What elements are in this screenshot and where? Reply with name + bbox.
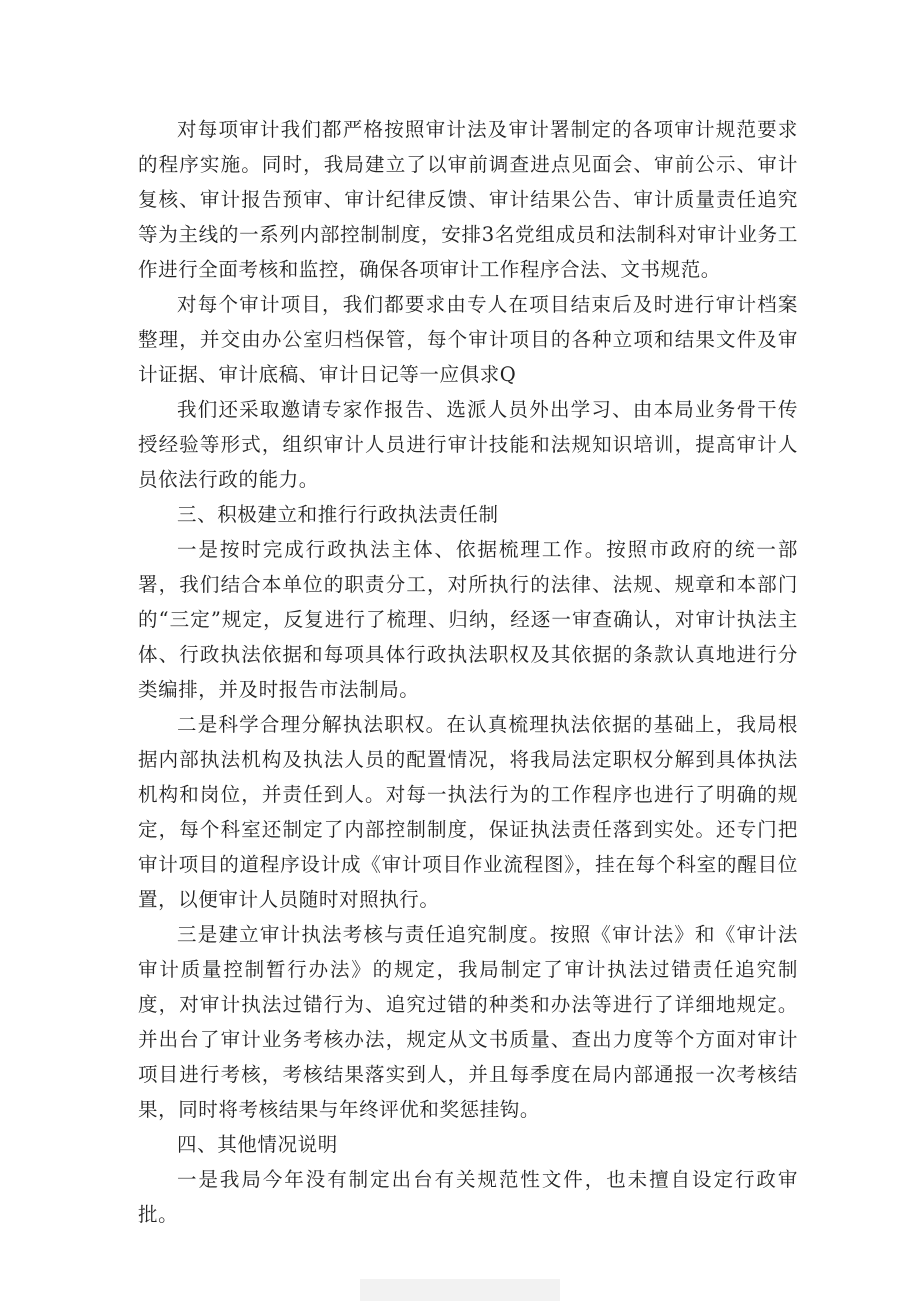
paragraph-enforcement-authority: 二是科学合理分解执法职权。在认真梳理执法依据的基础上，我局根据内部执法机构及执法人员的配置情况，将我局法定职权分解到具体执法机构和岗位，并责任到人。对每一执法行为的工作程序也进行了明确的规定，每个科室还制定了内部控制制度，保证执法责任落到实处。还专门把审计项目的道程序设计成《审计项目作业流程图》，挂在每个科室的醒目位置，以便审计人员随时对照执行。 bbox=[138, 713, 798, 911]
section-heading-4: 四、其他情况说明 bbox=[177, 1133, 338, 1156]
paragraph-audit-archives: 对每个审计项目，我们都要求由专人在项目结束后及时进行审计档案整理，并交由办公室归档保管，每个审计项目的各种立项和结果文件及审计证据、审计底稿、审计日记等一应俱求Q bbox=[138, 293, 798, 386]
paragraph-other-notes: 一是我局今年没有制定出台有关规范性文件，也未擅自设定行政审批。 bbox=[138, 1168, 798, 1226]
paragraph-training: 我们还采取邀请专家作报告、选派人员外出学习、由本局业务骨干传授经验等形式，组织审计人员进行审计技能和法规知识培训，提高审计人员依法行政的能力。 bbox=[138, 398, 798, 491]
paragraph-accountability: 三是建立审计执法考核与责任追究制度。按照《审计法》和《审计法审计质量控制暂行办法》的规定，我局制定了审计执法过错责任追究制度，对审计执法过错行为、追究过错的种类和办法等进行了详细地规定。并出台了审计业务考核办法，规定从文书质量、查出力度等个方面对审计项目进行考核，考核结果落实到人，并且每季度在局内部通报一次考核结果，同时将考核结果与年终评优和奖惩挂钩。 bbox=[138, 923, 798, 1121]
section-heading-3: 三、积极建立和推行行政执法责任制 bbox=[177, 503, 499, 526]
footer-band bbox=[360, 1279, 560, 1301]
paragraph-audit-procedures: 对每项审计我们都严格按照审计法及审计署制定的各项审计规范要求的程序实施。同时，我局建立了以审前调查进点见面会、审前公示、审计复核、审计报告预审、审计纪律反馈、审计结果公告、审计质量责任追究等为主线的一系列内部控制制度，安排3名党组成员和法制科对审计业务工作进行全面考核和监控，确保各项审计工作程序合法、文书规范。 bbox=[138, 118, 798, 281]
paragraph-enforcement-basis: 一是按时完成行政执法主体、依据梳理工作。按照市政府的统一部署，我们结合本单位的职责分工，对所执行的法律、法规、规章和本部门的“三定”规定，反复进行了梳理、归纳，经逐一审查确认，对审计执法主体、行政执法依据和每项具体行政执法职权及其依据的条款认真地进行分类编排，并及时报告市法制局。 bbox=[138, 538, 798, 701]
document-body bbox=[138, 112, 798, 1232]
